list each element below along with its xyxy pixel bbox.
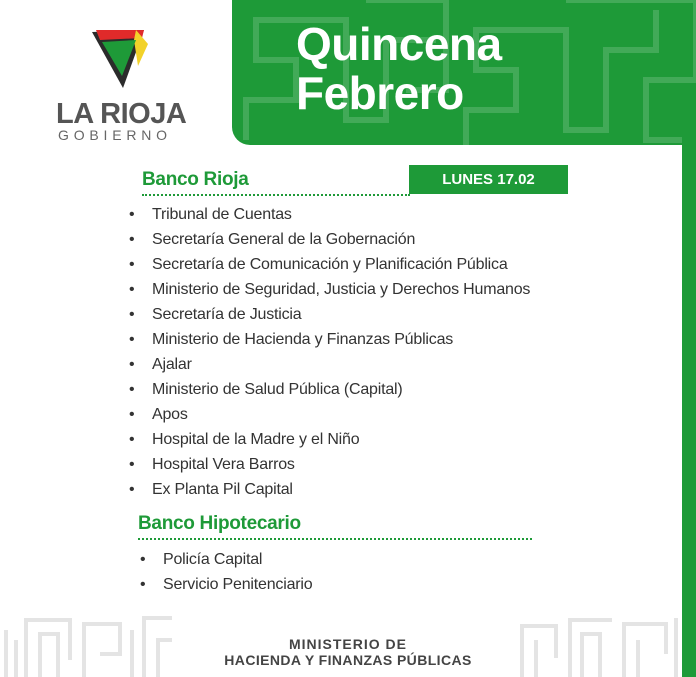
footer-ministry-line-2: HACIENDA Y FINANZAS PÚBLICAS (224, 652, 472, 668)
logo-subtitle: GOBIERNO (58, 127, 172, 143)
list-item: • Hospital de la Madre y el Niño (129, 427, 530, 452)
list-item: • Ministerio de Hacienda y Finanzas Públicas (129, 327, 530, 352)
date-badge: LUNES 17.02 (409, 165, 568, 194)
logo-name: LA RIOJA (56, 98, 187, 130)
list-item: • Ministerio de Seguridad, Justicia y Derechos Humanos (129, 277, 530, 302)
title-line-2: Febrero (296, 67, 464, 119)
list-item: • Ministerio de Salud Pública (Capital) (129, 377, 530, 402)
la-rioja-logo-icon (90, 26, 154, 92)
list-item: • Apos (129, 402, 530, 427)
right-side-stripe (682, 110, 696, 677)
list-item: • Tribunal de Cuentas (129, 202, 530, 227)
list-item: • Ex Planta Pil Capital (129, 477, 530, 502)
banco-rioja-list (129, 202, 530, 502)
list-item: • Secretaría de Justicia (129, 302, 530, 327)
list-item: • Secretaría General de la Gobernación (129, 227, 530, 252)
footer-ministry-line-1: MINISTERIO DE (288, 636, 407, 652)
title-line-1: Quincena (296, 18, 502, 70)
banco-rioja-heading: Banco Rioja (142, 169, 410, 196)
page-title (296, 20, 502, 118)
banco-hipotecario-list (140, 547, 312, 597)
list-item: • Policía Capital (140, 547, 312, 572)
banco-hipotecario-heading: Banco Hipotecario (138, 513, 532, 540)
list-item: • Secretaría de Comunicación y Planificación Pública (129, 252, 530, 277)
list-item: • Servicio Penitenciario (140, 572, 312, 597)
list-item: • Ajalar (129, 352, 530, 377)
list-item: • Hospital Vera Barros (129, 452, 530, 477)
